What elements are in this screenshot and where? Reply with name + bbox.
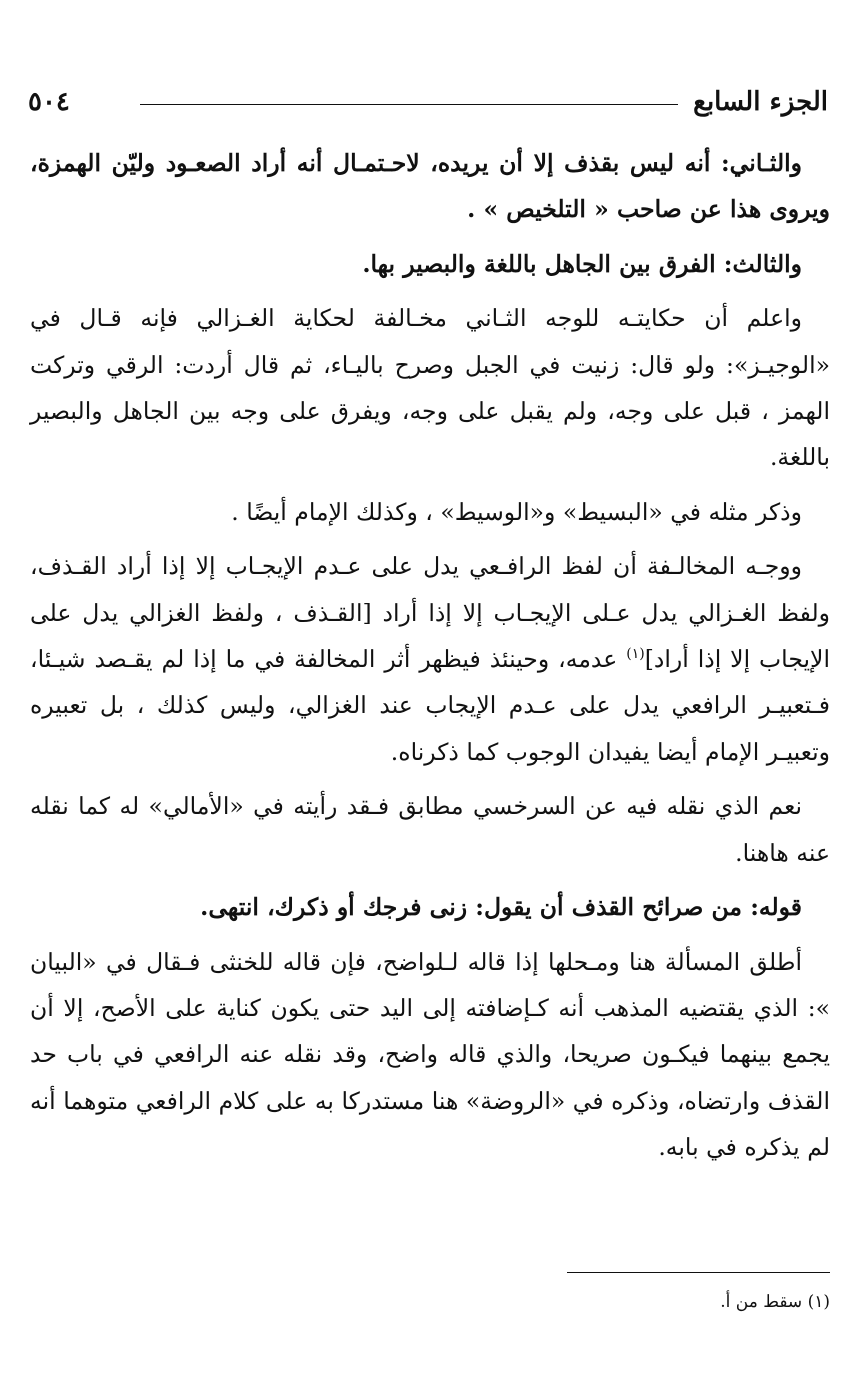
footnote: (١) سقط من أ.	[720, 1292, 830, 1312]
paragraph-basit: وذكر مثله في «البسيط» و«الوسيط» ، وكذلك الإمام أيضًا .	[231, 497, 802, 526]
page-header	[28, 82, 828, 126]
paragraph-sarakhsi: نعم الذي نقله فيه عن السرخسي مطابق فـقد رأيته في «الأمالي» له كما نقله عنه هاهنا.	[30, 792, 830, 867]
paragraph-qawluh: قوله: من صرائح القذف أن يقول: زنى فرجك أو ذكرك، انتهى.	[200, 893, 802, 922]
paragraph-wajiz: واعلم أن حكايتـه للوجه الثـاني مخـالفة لحكاية الغـزالي فإنه قـال في «الوجيـز»: ولو قال: زنيت في الجبل وصرح باليـاء، ثم قال أردت: الرقي وتركت الهمز ، قبل على وجه، ولم يقبل على وجه، ويفرق على وجه بين الجاهل والبصير باللغة.	[30, 304, 830, 472]
paragraph-second-view: والثـاني: أنه ليس بقذف إلا أن يريده، لاحـتمـال أنه أراد الصعـود وليّن الهمزة، ويروى هذا عن صاحب « التلخيص » .	[30, 149, 830, 224]
page-body	[30, 140, 830, 1179]
paragraph-difference-head: ووجـه المخالـفة أن لفظ الرافـعي يدل على عـدم الإيجـاب إلا إذا أراد القـذف، ولفظ الغـزالي يدل عـلى الإيجـاب إلا إذا أراد [القـذف ، ولفظ الغزالي يدل على الإيجاب إلا إذا أراد]	[30, 552, 830, 674]
volume-title: الجزء السابع	[693, 87, 828, 117]
paragraph-difference-tail: عدمه، وحينئذ فيظهر أثر المخالفة في ما إذا لم يقـصد شيـئا، فـتعبيـر الرافعي يدل على عـدم الإيجاب عند الغزالي، وليس كذلك ، بل تعبيره وتعبيـر الإمام أيضا يفيدان الوجوب كما ذكرناه.	[30, 645, 830, 766]
footnote-rule	[567, 1272, 830, 1273]
paragraph-khuntha: أطلق المسألة هنا ومـحلها إذا قاله لـلواضح، فإن قاله للخنثى فـقال في «البيان »: الذي يقتضيه المذهب أنه كـإضافته إلى اليد حتى يكون كناية على الأصح، إلا أن يجمع بينهما فيكـون صريحا، والذي قاله واضح، وقد نقله عنه الرافعي في باب حد القذف وارتضاه، وذكره في «الروضة» هنا مستدركا به على كلام الرافعي متوهما أنه لم يذكره في بابه.	[30, 947, 830, 1162]
paragraph-third-view: والثالث: الفرق بين الجاهل باللغة والبصير بها.	[362, 249, 802, 278]
paragraph-difference	[30, 543, 830, 775]
footnote-marker: (١)	[626, 646, 645, 663]
page-number: ٥٠٤	[28, 87, 70, 117]
header-rule	[140, 104, 678, 105]
